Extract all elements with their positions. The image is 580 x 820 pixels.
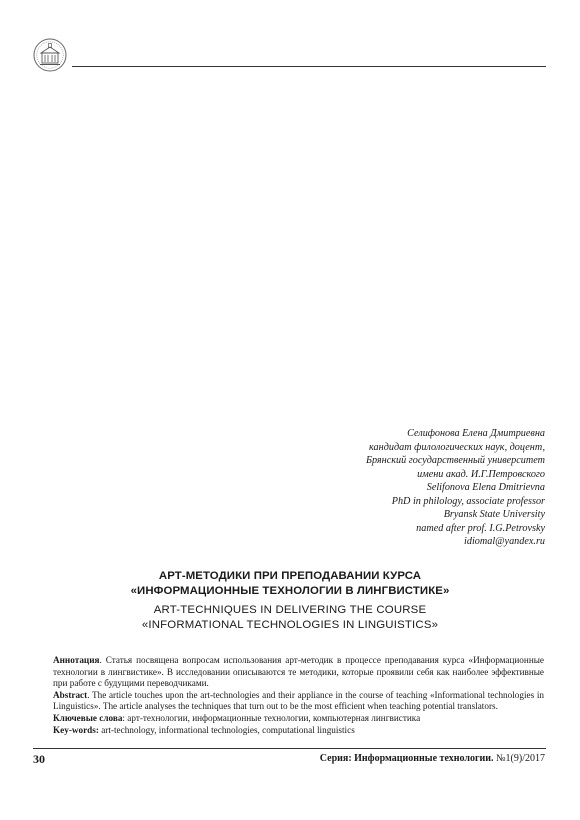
author-block <box>225 427 545 549</box>
title-ru-line-2: «ИНФОРМАЦИОННЫЕ ТЕХНОЛОГИИ В ЛИНГВИСТИКЕ» <box>130 584 450 597</box>
abstract-ru <box>53 655 544 690</box>
title-ru-line-1: АРТ-МЕТОДИКИ ПРИ ПРЕПОДАВАНИИ КУРСА <box>158 570 422 582</box>
author-university-ru: Брянский государственный университет <box>365 455 545 466</box>
keywords-ru <box>53 713 544 725</box>
keywords-en-text: art-technology, informational technologies, computational linguistics <box>98 724 355 735</box>
university-seal-logo <box>33 38 67 72</box>
header-divider <box>72 66 546 67</box>
journal-series <box>320 753 545 764</box>
author-degree-en: PhD in philology, associate professor <box>391 495 545 507</box>
title-en-line-1: ART-TECHNIQUES IN DELIVERING THE COURSE <box>153 604 427 616</box>
author-university-named-ru: имени акад. И.Г.Петровского <box>417 468 545 480</box>
article-title-en <box>0 603 580 632</box>
author-university-named-en: named after prof. I.G.Petrovsky <box>416 522 545 534</box>
abstract-section <box>53 655 544 736</box>
abstract-en <box>53 690 544 713</box>
page-number: 30 <box>33 752 45 766</box>
author-name-en: Selifonova Elena Dmitrievna <box>426 482 545 493</box>
keywords-ru-text: : арт-технологии, информационные технологии, компьютерная лингвистика <box>122 712 421 723</box>
issue-number: №1(9)/2017 <box>493 753 545 764</box>
keywords-ru-label: Ключевые слова <box>53 712 123 723</box>
abstract-en-text: . The article touches upon the art-technologies and their appliance in the course of teaching «Informational technologies in Linguistics». The article analyses the techniques that turn out to be the most efficient when teaching potential translators. <box>53 689 544 712</box>
abstract-ru-label: Аннотация <box>53 655 100 665</box>
author-name-ru: Селифонова Елена Дмитриевна <box>407 428 545 439</box>
title-en-line-2: «INFORMATIONAL TECHNOLOGIES IN LINGUISTICS» <box>141 618 439 631</box>
series-label: Серия: Информационные технологии. <box>319 753 494 764</box>
abstract-ru-text: . Статья посвящена вопросам использования арт-методик в процессе преподавания курса «Информационные технологии в лингвистике». В исследовании описываются те методики, которые проявили себя как наиболее эффективные при работе с будущими переводчиками. <box>53 655 544 689</box>
author-university-en: Bryansk State University <box>443 509 545 520</box>
keywords-en-label: Key-words: <box>53 724 99 735</box>
abstract-en-label: Abstract <box>53 689 88 700</box>
author-degree-ru: кандидат филологических наук, доцент, <box>369 441 545 453</box>
keywords-en <box>53 725 544 737</box>
article-title-ru <box>0 569 580 598</box>
footer-divider <box>33 748 546 749</box>
author-email[interactable]: idiomal@yandex.ru <box>464 536 545 547</box>
